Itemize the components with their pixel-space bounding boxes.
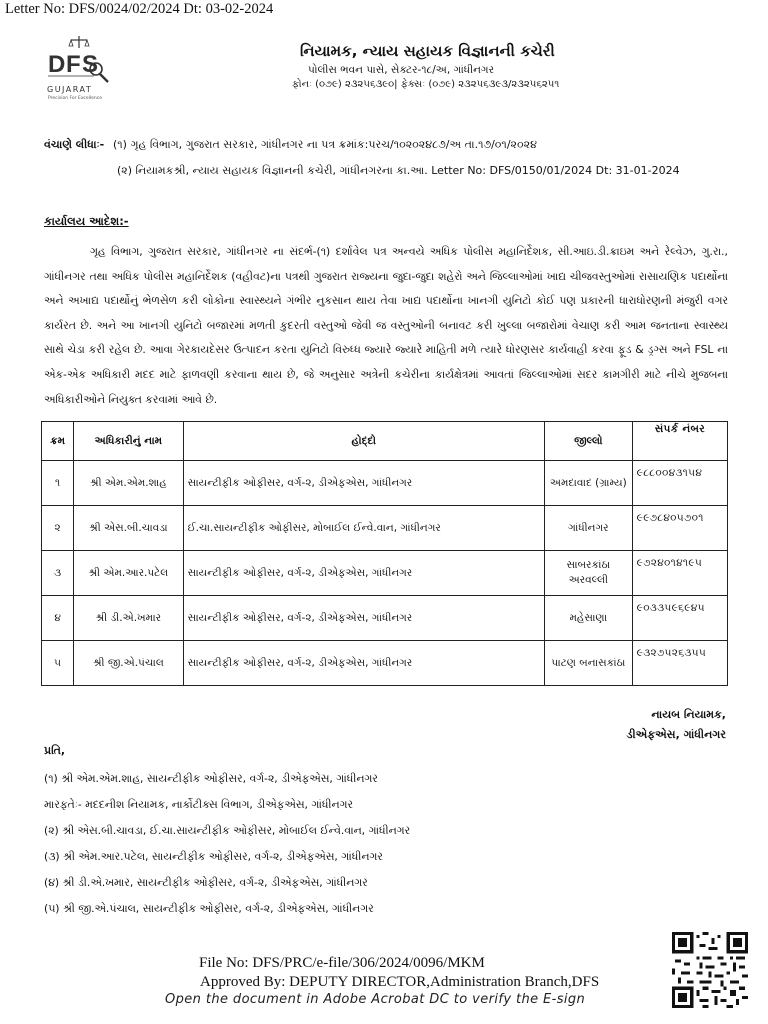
distribution-item: (૩) શ્રી એમ.આર.પટેલ, સાયન્ટીફીક ઓફીસર, વર્ગ-૨, ડીએફએસ, ગાંધીનગર xyxy=(44,850,383,863)
header-district: જીલ્લો xyxy=(544,422,632,461)
table-header-row xyxy=(42,422,728,461)
distribution-item-via: મારફતેઃ- મદદનીશ નિયામક, નાર્કોટીક્સ વિભાગ, ડીએફએસ, ગાંધીનગર xyxy=(44,798,353,811)
cell-serial: ૫ xyxy=(42,641,74,686)
logo-tagline: Precision For Excellence xyxy=(48,96,103,101)
cell-serial: ૧ xyxy=(42,461,74,506)
table-row xyxy=(42,506,728,551)
cell-contact: ૯૯૭૮૪૦૫૭૦૧ xyxy=(632,506,727,551)
references-label: વંચાણે લીધાઃ- xyxy=(44,138,105,151)
svg-text:F: F xyxy=(66,51,81,78)
table-row xyxy=(42,551,728,596)
distribution-item: (૧) શ્રી એમ.એમ.શાહ, સાયન્ટીફીક ઓફીસર, વર્ગ-૨, ડીએફએસ, ગાંધીનગર xyxy=(44,772,378,785)
cell-designation: સાયન્ટીફીક ઓફીસર, વર્ગ-૨, ડીએફએસ, ગાંધીનગર xyxy=(183,461,544,506)
cell-officer-name: શ્રી ડી.એ.ખમાર xyxy=(74,596,183,641)
table-row xyxy=(42,641,728,686)
table-row xyxy=(42,461,728,506)
header-contact: સંપર્ક નંબર xyxy=(632,422,727,461)
distribution-label: પ્રતિ, xyxy=(44,744,66,757)
cell-district: ગાંધીનગર xyxy=(544,506,632,551)
logo-state-label: GUJARAT xyxy=(47,85,93,94)
header-officer-name: અધિકારીનું નામ xyxy=(74,422,183,461)
file-number: File No: DFS/PRC/e-file/306/2024/0096/MKM xyxy=(199,955,485,971)
signatory-office: ડીએફએસ, ગાંધીનગર xyxy=(626,728,726,741)
office-title: નિયામક, ન્યાય સહાયક વિજ્ઞાનની કચેરી xyxy=(300,42,555,60)
cell-contact: ૯૩૨૭૫૨૬૩૫૫ xyxy=(632,641,727,686)
distribution-item: (૪) શ્રી ડી.એ.ખમાર, સાયન્ટીફીક ઓફીસર, વર્ગ-૨, ડીએફએસ, ગાંધીનગર xyxy=(44,876,368,889)
header-serial: ક્રમ xyxy=(42,422,74,461)
cell-serial: ૩ xyxy=(42,551,74,596)
cell-officer-name: શ્રી એમ.એમ.શાહ xyxy=(74,461,183,506)
officers-table xyxy=(41,421,728,686)
cell-designation: સાયન્ટીફીક ઓફીસર, વર્ગ-૨, ડીએફએસ, ગાંધીનગર xyxy=(183,551,544,596)
cell-serial: ૪ xyxy=(42,596,74,641)
qr-code-icon xyxy=(672,932,748,1008)
cell-contact: ૯૦૩૩૫૯૬૯૪૫ xyxy=(632,596,727,641)
header-designation: હોદ્દો xyxy=(183,422,544,461)
cell-serial: ૨ xyxy=(42,506,74,551)
cell-officer-name: શ્રી એમ.આર.પટેલ xyxy=(74,551,183,596)
verify-esign-note: Open the document in Adobe Acrobat DC to verify the E-sign xyxy=(165,992,586,1007)
order-paragraph: ગૃહ વિભાગ, ગુજરાત સરકાર, ગાંધીનગર ના સંદર્ભ-(૧) દર્શાવેલ પત્ર અન્વયે અધિક પોલીસ મહાનિર્દેશક, સી.આઇ.ડી.ક્રાઇમ અને રેલ્વેઝ, ગુ.રા., ગાંધીનગર તથા અધિક પોલીસ મહાનિર્દેશક (વહીવટ)ના પત્રથી ગુજરાત રાજ્યના જુદા-જુદા શહેરો અને જિલ્લાઓમાં ખાદ્ય ચીજવસ્તુઓમાં રાસાયણિક પદાર્થોના અને અખાદ્ય પદાર્થોનું ભેળસેળ કરી લોકોના સ્વાસ્થ્યને ગંભીર નુકસાન થાય તેવા ખાદ્ય પદાર્થોના ખાનગી યુનિટો કોઈ પણ પ્રકારની ધારાધોરણની મંજુરી વગર કાર્યરત છે. અને આ ખાનગી યુનિટો બજારમાં મળતી કુદરતી વસ્તુઓ જેવી જ વસ્તુઓની બનાવટ કરી ખુલ્લા બજારોમાં વેચાણ કરી આમ જનતાના સ્વાસ્થ્ય સાથે ચેડા કરી રહેલ છે. આવા ગેરકાયદેસર ઉત્પાદન કરતા યુનિટો વિરુધ્ધ જ્યારે જ્યારે માહિતી મળે ત્યારે ધોરણસર કાર્યવાહી કરવા ફૂડ & ડ્રગ્સ અને FSL ના એક-એક અધિકારી મદદ માટે ફાળવણી કરવાના થાય છે, જે અનુસાર અત્રેની કચેરીના કાર્યક્ષેત્રમાં આવતાં જિલ્લાઓમાં સદર કામગીરી માટે નીચે મુજબના અધિકારીઓને નિયુક્ત કરવામાં આવે છે. xyxy=(44,245,728,406)
cell-designation: સાયન્ટીફીક ઓફીસર, વર્ગ-૨, ડીએફએસ, ગાંધીનગર xyxy=(183,641,544,686)
office-phone: ફોનઃ (૦૭૯) ૨૩૨૫૬૩૯૦| ફેક્સઃ (૦૭૯) ૨૩૨૫૬૩૯૩/૨૩૨૫૬૨૫૧ xyxy=(292,79,560,90)
svg-text:D: D xyxy=(48,51,66,78)
approved-by: Approved By: DEPUTY DIRECTOR,Administration Branch,DFS xyxy=(200,974,600,990)
cell-officer-name: શ્રી એસ.બી.ચાવડા xyxy=(74,506,183,551)
cell-district: સાબરકાંઠા અરવલ્લી xyxy=(544,551,632,596)
cell-contact: ૯૮૮૦૦૪૩૧૫૪ xyxy=(632,461,727,506)
cell-district: પાટણ બનાસકાંઠા xyxy=(544,641,632,686)
cell-officer-name: શ્રી જી.એ.પંચાલ xyxy=(74,641,183,686)
cell-district: મહેસાણા xyxy=(544,596,632,641)
cell-designation: ઈ.ચા.સાયન્ટીફીક ઓફીસર, મોબાઈલ ઈન્વે.વાન, ગાંધીનગર xyxy=(183,506,544,551)
cell-district: અમદાવાદ (ગ્રામ્ય) xyxy=(544,461,632,506)
svg-text:S: S xyxy=(82,51,99,78)
distribution-item: (૫) શ્રી જી.એ.પંચાલ, સાયન્ટીફીક ઓફીસર, વર્ગ-૨, ડીએફએસ, ગાંધીનગર xyxy=(44,902,374,915)
order-heading: કાર્યાલય આદેશ:- xyxy=(44,214,129,228)
reference-2: (૨) નિયામકશ્રી, ન્યાય સહાયક વિજ્ઞાનની કચેરી, ગાંધીનગરના કા.આ. Letter No: DFS/0150/01/2024 Dt: 31-01-2024 xyxy=(117,164,680,177)
cell-contact: ૯૭૨૪૦૧૪૧૯૫ xyxy=(632,551,727,596)
signatory-title: નાયબ નિયામક, xyxy=(651,708,726,721)
letter-number-line: Letter No: DFS/0024/02/2024 Dt: 03-02-2024 xyxy=(5,1,274,17)
cell-designation: સાયન્ટીફીક ઓફીસર, વર્ગ-૨, ડીએફએસ, ગાંધીનગર xyxy=(183,596,544,641)
reference-1: (૧) ગૃહ વિભાગ, ગુજરાત સરકાર, ગાંધીનગર ના પત્ર ક્રમાંક:પરચ/૧૦૨૦૨૪૮૭/અ તા.૧૭/૦૧/૨૦૨૪ xyxy=(113,138,537,151)
distribution-item: (૨) શ્રી એસ.બી.ચાવડા, ઈ.ચા.સાયન્ટીફીક ઓફીસર, મોબાઈલ ઈન્વે.વાન, ગાંધીનગર xyxy=(44,824,411,837)
table-row xyxy=(42,596,728,641)
office-address: પોલીસ ભવન પાસે, સેક્ટર-૧૮/અ, ગાંધીનગર xyxy=(308,64,495,76)
